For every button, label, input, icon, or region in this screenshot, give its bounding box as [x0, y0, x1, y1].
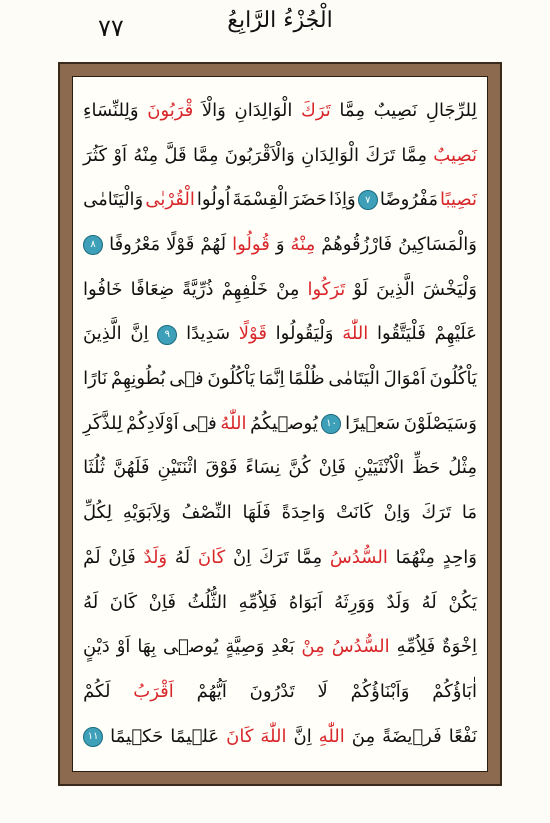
word: فَاِنْ [148, 591, 176, 613]
text-line [83, 627, 477, 667]
text-line [83, 672, 477, 712]
word: فَاِنْ [108, 546, 136, 568]
ayah-marker: ١١ [83, 727, 103, 747]
verse-lines [83, 91, 477, 757]
word: يَاْكُلُونَ [429, 368, 477, 390]
word: الْاُنْثَيَيْنِ [353, 457, 405, 479]
text-panel [72, 76, 488, 772]
word: مِثْلُ [448, 457, 477, 479]
word: اِنَّ [293, 725, 312, 747]
ayah-marker: ١٠ [321, 414, 341, 434]
word: اٰبَاؤُكُمْ [432, 680, 477, 702]
word: وَالْيَتَامٰى [83, 189, 144, 211]
word: خَافُوا [83, 278, 123, 300]
word: النِّصْفُ [181, 502, 232, 524]
word: الْوَالِدَانِ [234, 99, 293, 121]
word: مِنْهُمَا [395, 546, 435, 568]
word: وَاِذَا [328, 189, 356, 211]
word: تَدْرُونَ [249, 680, 295, 702]
highlighted-word: السُّدُسُ [331, 636, 390, 658]
highlighted-word: نَصِيبًا [440, 189, 477, 211]
word: فٖى [182, 412, 217, 434]
word: لَمْ [83, 546, 101, 568]
word: مَفْرُوضًا [379, 189, 438, 211]
word: فَلَهَا [242, 502, 271, 524]
highlighted-word: السُّدُسُ [329, 546, 388, 568]
page-number: ٧٧ [98, 14, 124, 42]
word: اثْنَتَيْنِ [157, 457, 198, 479]
highlighted-word: اللّٰهَ [342, 323, 369, 345]
text-line [83, 270, 477, 310]
word: لَهُ [421, 591, 437, 613]
highlighted-word: اَقْرَبُ [133, 680, 174, 702]
word: مَا [461, 502, 477, 524]
word: مِنَ [351, 725, 376, 747]
text-line [83, 717, 477, 757]
word: لَا [317, 680, 328, 702]
word: تَرَكَ [365, 144, 396, 166]
word: نَصِيبٌ [373, 99, 418, 121]
word: وَاحِدٍ [442, 546, 477, 568]
word: قَلَّ [164, 144, 187, 166]
highlighted-word: كَانَ [226, 725, 254, 747]
highlighted-word: اللّٰهُ [220, 412, 247, 434]
word: وَالْاَقْرَبُونَ [224, 144, 295, 166]
word: مَعْرُوفًا [109, 233, 161, 255]
word: قَوْلًا [166, 233, 195, 255]
word: لَهُ [83, 591, 99, 613]
word: اِنْ [232, 546, 252, 568]
word: حَكٖيمًا [110, 725, 164, 747]
word: الَّذِينَ [376, 278, 415, 300]
word: فَوْقَ [205, 457, 238, 479]
word: اُولُوا [196, 189, 231, 211]
word: اَيُّهُمْ [196, 680, 227, 702]
highlighted-word: مِنْهُ [290, 233, 316, 255]
word: كَثُرَ [83, 144, 108, 166]
word: وَسَيَصْلَوْنَ [403, 412, 477, 434]
word: نِسَاءً [245, 457, 281, 479]
word: اِنَّ [130, 323, 149, 345]
word: سَعٖيرًا [345, 412, 401, 434]
word: وَاِنْ [383, 502, 411, 524]
word: لَوْ [353, 278, 369, 300]
word: فَلِاُمِّهِ [396, 636, 436, 658]
word: وَ [275, 233, 285, 255]
highlighted-word: اللّٰهِ [318, 725, 345, 747]
word: ضِعَافًا [130, 278, 175, 300]
text-line [83, 449, 477, 489]
word: وَلْيَخْشَ [422, 278, 477, 300]
highlighted-word: مِنْ [301, 636, 325, 658]
ayah-marker: ٨ [83, 235, 103, 255]
highlighted-word: تَرَكُوا [307, 278, 346, 300]
word: حَظِّ [412, 457, 441, 479]
word: تَرَكَ [258, 546, 289, 568]
text-line [83, 180, 477, 220]
word: بُطُونِهِمْ [111, 368, 166, 390]
word: فَلِاُمِّهِ [238, 591, 278, 613]
word: عَلَيْهِمْ [434, 323, 477, 345]
word: وَلَدٌ [386, 591, 411, 613]
word: كَانَ [109, 591, 138, 613]
word: نَفْعًا [448, 725, 477, 747]
text-line [83, 136, 477, 176]
word: وَلْيَقُولُوا [275, 323, 334, 345]
word: مِنْ [276, 278, 300, 300]
highlighted-word: نَصِيبٌ [433, 144, 477, 166]
word: دَيْنٍ [83, 636, 110, 658]
word: ظُلْمًا [288, 368, 325, 390]
word: وَاحِدَةً [281, 502, 326, 524]
ornamental-frame [58, 62, 502, 786]
text-line [83, 538, 477, 578]
text-line [83, 225, 477, 265]
highlighted-word: اللّٰهَ [260, 725, 287, 747]
word: وَلِلنِّسَاءِ [83, 99, 139, 121]
highlighted-word: كَانَ [197, 546, 226, 568]
word: فَرٖيضَةً [382, 725, 442, 747]
juz-title: الْجُزْءُ الرَّابِعُ [227, 8, 333, 33]
word: اَبَوَاهُ [288, 591, 323, 613]
word: كُنَّ [288, 457, 311, 479]
page-header [0, 0, 550, 56]
word: يُوصٖيكُمُ [250, 412, 318, 434]
word: ثُلُثَا [83, 457, 105, 479]
word: بَعْدِ [271, 636, 295, 658]
word: فٖى [169, 368, 204, 390]
word: مِمَّا [401, 144, 427, 166]
word: فَارْزُقُوهُمْ [321, 233, 393, 255]
highlighted-word: قُولُوا [232, 233, 270, 255]
word: اَوْ [113, 144, 128, 166]
word: فَاِنْ [318, 457, 346, 479]
highlighted-word: تَرَكَ [301, 99, 331, 121]
word: كَانَتْ [336, 502, 373, 524]
word: حَضَرَ [290, 189, 327, 211]
text-line [83, 493, 477, 533]
word: يُوصٖى [163, 636, 219, 658]
word: اِنَّمَا [258, 368, 285, 390]
word: اَوْ [116, 636, 131, 658]
word: مِمَّا [339, 99, 365, 121]
word: لَهُمْ [200, 233, 227, 255]
highlighted-word: قْرَبُونَ [147, 99, 194, 121]
word: تَرَكَ [421, 502, 452, 524]
word: فَلَهُنَّ [112, 457, 150, 479]
highlighted-word: الْقُرْبٰى [145, 189, 195, 211]
word: لَكُمْ [83, 680, 111, 702]
text-line [83, 91, 477, 131]
word: نَارًا [83, 368, 108, 390]
word: وَالْمَسَاكِينُ [398, 233, 477, 255]
text-line [83, 359, 477, 399]
word: الَّذِينَ [83, 323, 122, 345]
word: يَاْكُلُونَ [207, 368, 255, 390]
word: وَصِيَّةٍ [225, 636, 265, 658]
word: سَدِيدًا [186, 323, 231, 345]
highlighted-word: وَلَدٌ [143, 546, 168, 568]
word: يَكُنْ [448, 591, 477, 613]
word: ذُرِّيَّةً [182, 278, 214, 300]
word: وَاَبْنَاؤُكُمْ [350, 680, 410, 702]
word: اَوْلَادِكُمْ [126, 412, 179, 434]
word: لِكُلِّ [83, 502, 113, 524]
highlighted-word: قَوْلًا [238, 323, 267, 345]
word: مِمَّا [296, 546, 323, 568]
text-line [83, 583, 477, 623]
word: لِلرِّجَالِ [425, 99, 477, 121]
word: عَلٖيمًا [170, 725, 220, 747]
word: لَهُ [174, 546, 191, 568]
word: الثُّلُثُ [187, 591, 228, 613]
word: وَالْاَ [201, 99, 226, 121]
word: اَمْوَالَ [383, 368, 426, 390]
word: الْقِسْمَةَ [232, 189, 289, 211]
word: الْوَالِدَانِ [301, 144, 360, 166]
word: اِخْوَةٌ [442, 636, 477, 658]
word: خَلْفِهِمْ [221, 278, 269, 300]
word: مِمَّا [192, 144, 219, 166]
ayah-marker: ٩ [157, 325, 177, 345]
ayah-marker: ٧ [358, 190, 378, 210]
word: وَلِاَبَوَيْهِ [122, 502, 171, 524]
word: مِنْهُ [133, 144, 159, 166]
text-line [83, 404, 477, 444]
word: لِلذَّكَرِ [83, 412, 123, 434]
word: وَوَرِثَهُ [334, 591, 375, 613]
word: فَلْيَتَّقُوا [377, 323, 426, 345]
text-line [83, 315, 477, 355]
word: الْيَتَامٰى [328, 368, 380, 390]
word: بِهَا [137, 636, 157, 658]
